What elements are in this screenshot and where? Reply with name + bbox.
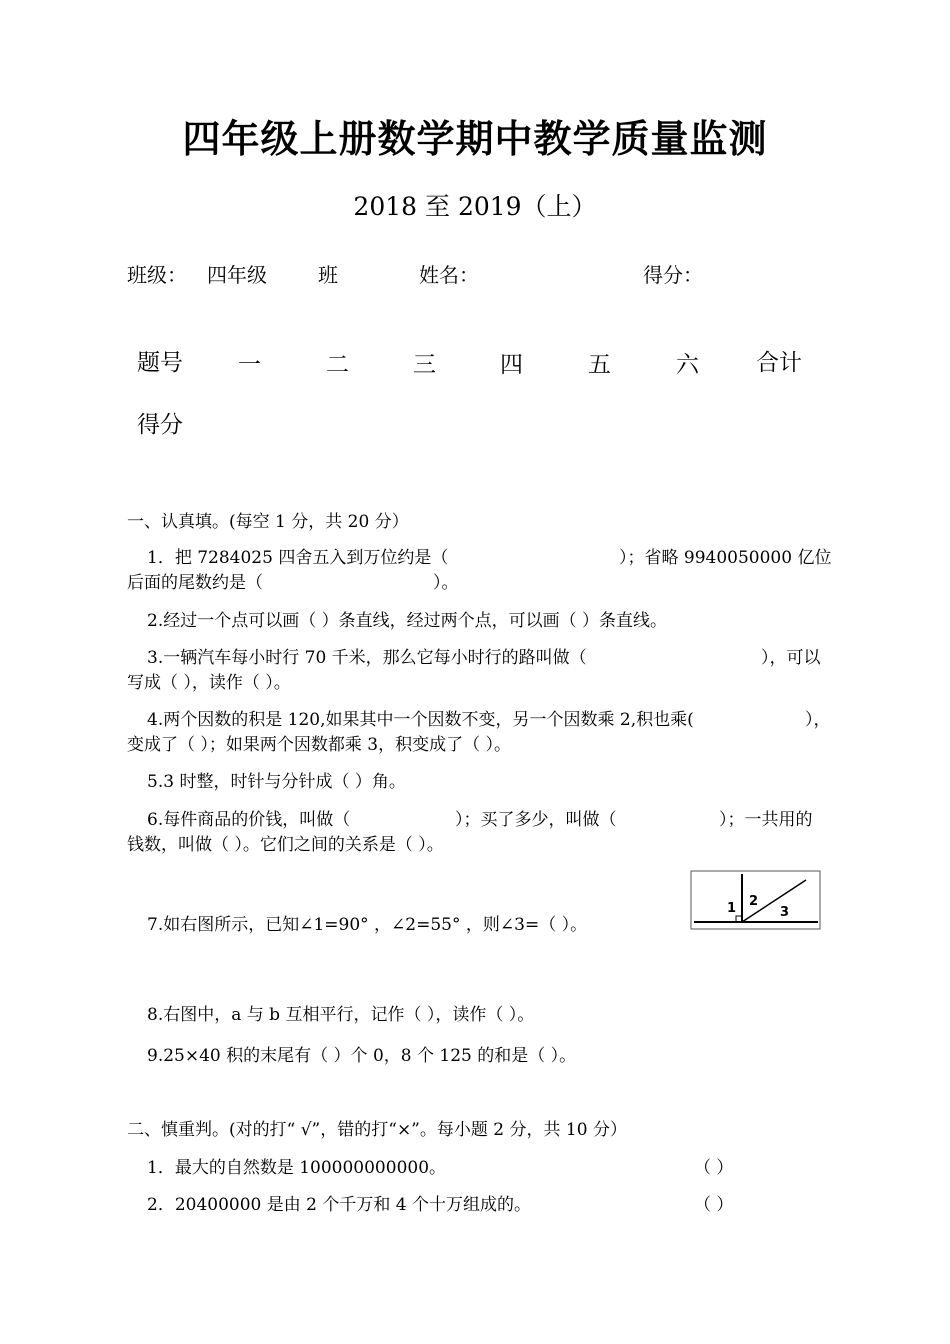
class-label: 班级：	[127, 263, 187, 287]
figure-label-2: 2	[749, 894, 759, 909]
score-header-6: 六	[676, 352, 699, 378]
q1-part-a: 1．把 7284025 四舍五入到万位约是（	[147, 548, 449, 568]
q6-part-d: 钱数，叫做（ ）。它们之间的关系是（ ）。	[127, 835, 444, 855]
score-row-label: 得分	[137, 412, 183, 438]
q8: 8.右图中，a 与 b 互相平行，记作（ ），读作（ ）。	[147, 1005, 535, 1025]
judge-answer-1[interactable]: （ ）	[694, 1158, 734, 1178]
judge-item-2: 2．20400000 是由 2 个千万和 4 个十万组成的。	[147, 1195, 531, 1215]
score-header-total: 合计	[756, 350, 802, 376]
score-header-3: 三	[413, 352, 436, 378]
judge-item-1: 1．最大的自然数是 100000000000。	[147, 1158, 447, 1178]
q4-part-c: 变成了（ ）；如果两个因数都乘 3，积变成了（ ）。	[127, 735, 512, 755]
score-header-2: 二	[326, 352, 349, 378]
figure-label-1: 1	[727, 901, 737, 916]
score-header-number: 题号	[137, 350, 183, 376]
page-title: 四年级上册数学期中教学质量监测	[182, 117, 768, 161]
q3-part-a: 3.一辆汽车每小时行 70 千米，那么它每小时行的路叫做（	[147, 648, 587, 668]
q1-part-d: ）。	[433, 573, 459, 593]
section2-heading: 二、慎重判。(对的打“ √”，错的打“×”。每小题 2 分，共 10 分）	[127, 1120, 627, 1140]
q1-part-b: ）；省略 9940050000 亿位	[619, 548, 832, 568]
score-header-4: 四	[500, 352, 523, 378]
q9: 9.25×40 积的末尾有（ ）个 0，8 个 125 的和是（ ）。	[147, 1046, 577, 1066]
q3-part-b: ），可以	[761, 648, 821, 668]
score-header-1: 一	[238, 352, 261, 378]
score-label: 得分：	[643, 263, 703, 287]
q4-part-b: ），	[805, 710, 831, 730]
page-subtitle: 2018 至 2019（上）	[353, 192, 597, 221]
q1-part-c: 后面的尾数约是（	[127, 573, 263, 593]
q7: 7.如右图所示，已知∠1=90° ，∠2=55° ，则∠3=（ ）。	[147, 915, 588, 935]
angle-figure	[690, 870, 822, 932]
q6-part-c: ）；一共用的	[719, 810, 813, 830]
q6-part-a: 6.每件商品的价钱，叫做（	[147, 810, 351, 830]
q2: 2.经过一个点可以画（ ）条直线，经过两个点，可以画（ ）条直线。	[147, 611, 668, 631]
section1-heading: 一、认真填。(每空 1 分，共 20 分）	[127, 512, 409, 532]
q6-part-b: ）；买了多少，叫做（	[455, 810, 617, 830]
name-label: 姓名：	[419, 263, 479, 287]
q4-part-a: 4.两个因数的积是 120,如果其中一个因数不变，另一个因数乘 2,积也乘(	[147, 710, 694, 730]
q5: 5.3 时整，时针与分针成（ ）角。	[147, 772, 406, 792]
figure-label-3: 3	[780, 905, 790, 920]
class-suffix: 班	[318, 263, 338, 287]
score-header-5: 五	[588, 352, 611, 378]
q3-part-c: 写成（ ），读作（ ）。	[127, 673, 291, 693]
judge-answer-2[interactable]: （ ）	[694, 1195, 734, 1215]
class-value: 四年级	[207, 263, 267, 287]
